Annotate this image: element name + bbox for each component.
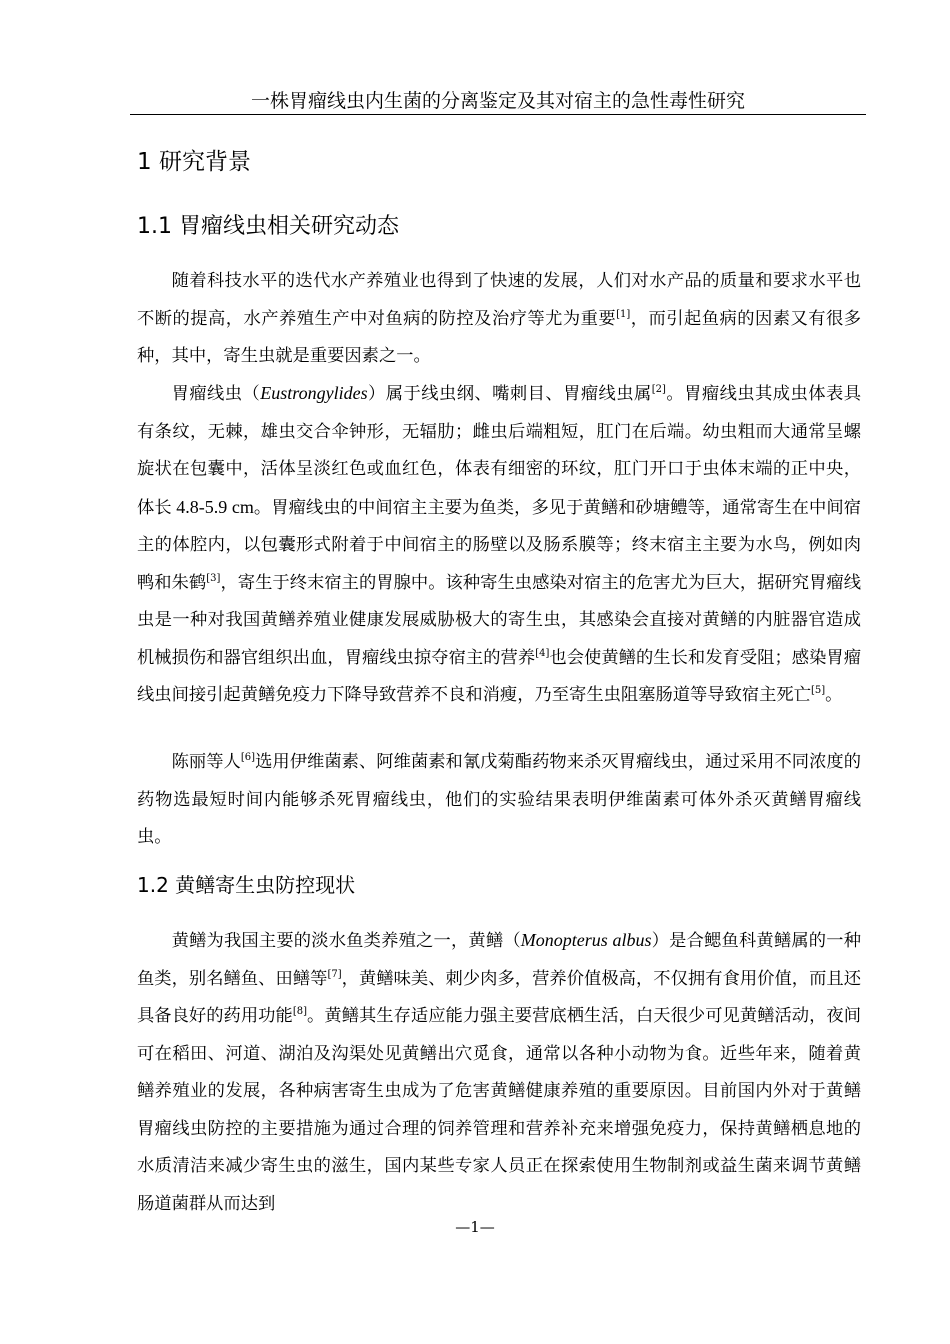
paragraph-text: 选用伊维菌素、阿维菌素和氰戊菊酯药物来杀灭胃瘤线虫，通过采用不同浓度的药物选最短时间内能够杀死胃瘤线虫，他们的实验结果表明伊维菌素可体外杀灭黄鳝胃瘤线虫。: [137, 752, 861, 847]
latin-name: Eustrongylides: [260, 383, 368, 403]
paragraph-4: [137, 922, 861, 1223]
section-heading-1-2: 1.2 黄鳝寄生虫防控现状: [137, 873, 356, 897]
paragraph-1: [137, 263, 861, 376]
page-number: —1—: [455, 1218, 495, 1236]
paragraph-text: ，黄鳝味美、刺少肉多，营养价值极高，不仅拥有食用价值，而且还具备良好的药用功能: [137, 968, 861, 1026]
latin-name: Monopterus albus: [520, 930, 652, 950]
citation-ref: [6]: [240, 752, 256, 763]
citation-ref: [4]: [535, 647, 550, 659]
paragraph-text: 胃瘤线虫（: [171, 384, 261, 404]
paragraph-text: ，寄生于终末宿主的胃腺中。该种寄生虫感染对宿主的危害尤为巨大，据研究胃瘤线虫是一种对我国黄鳝养殖业健康发展威胁极大的寄生虫，其感染会直接对黄鳝的内脏器官造成机械损伤和器官组织出血，胃瘤线虫掠夺宿主的营养: [137, 572, 861, 668]
paragraph-text: 。黄鳝其生存适应能力强主要营底栖生活，白天很少可见黄鳝活动，夜间可在稻田、河道、湖泊及沟渠处见黄鳝出穴觅食，通常以各种小动物为食。近些年来，随着黄鳝养殖业的发展，各种病害寄生虫成为了危害黄鳝健康养殖的重要原因。目前国内外对于黄鳝胃瘤线虫防控的主要措施为通过合理的饲养管理和营养补充来增强免疫力，保持黄鳝栖息地的水质清洁来减少寄生虫的滋生，国内某些专家人员正在探索使用生物制剂或益生菌来调节黄鳝肠道菌群从而达到: [137, 1006, 861, 1214]
header-rule: [130, 114, 866, 115]
paragraph-text: ）属于线虫纲、嘴刺目、胃瘤线虫属: [367, 384, 652, 404]
paragraph-text: 也会使黄鳝的生长和发育受阻；感染胃瘤线虫间接引起黄鳝免疫力下降导致营养不良和消瘦，乃至寄生虫阻塞肠道等导致宿主死亡: [137, 647, 861, 705]
citation-ref: [2]: [651, 384, 666, 395]
paragraph-text: 。: [825, 685, 843, 705]
paragraph-text: 黄鳝为我国主要的淡水鱼类养殖之一，黄鳝（: [171, 931, 521, 951]
paragraph-2: [137, 375, 861, 715]
section-heading-1: 1 研究背景: [137, 149, 251, 175]
paragraph-3: [137, 744, 861, 857]
paragraph-text: ，而引起鱼病的因素又有很多种，其中，寄生虫就是重要因素之一。: [137, 308, 861, 366]
paragraph-text: ）是合鳃鱼科黄鳝属的一种鱼类，别名鳝鱼、田鳝等: [137, 931, 861, 989]
citation-ref: [8]: [292, 1006, 307, 1017]
citation-ref: [3]: [206, 572, 221, 584]
measurement: 4.8-5.9 cm: [171, 496, 254, 517]
section-heading-1-1: 1.1 胃瘤线虫相关研究动态: [137, 214, 399, 239]
running-header: 一株胃瘤线虫内生菌的分离鉴定及其对宿主的急性毒性研究: [250, 90, 745, 112]
paragraph-text: 。胃瘤线虫其成虫体表具有条纹，无棘，雄虫交合伞钟形，无辐肋；雌虫后端粗短，肛门在后端。幼虫粗而大通常呈螺旋状在包囊中，活体呈淡红色或血红色，体表有细密的环纹，肛门开口于虫体末端的正中央，体长: [137, 384, 861, 518]
citation-ref: [5]: [810, 685, 826, 696]
paragraph-text: 陈丽等人: [171, 752, 241, 772]
citation-ref: [7]: [327, 968, 342, 980]
paragraph-text: 。胃瘤线虫的中间宿主主要为鱼类，多见于黄鳝和砂塘鳢等，通常寄生在中间宿主的体腔内，以包囊形式附着于中间宿主的肠壁以及肠系膜等；终末宿主主要为水鸟，例如肉鸭和朱鹤: [137, 497, 861, 593]
citation-ref: [1]: [616, 308, 631, 320]
paragraph-text: 随着科技水平的迭代水产养殖业也得到了快速的发展，人们对水产品的质量和要求水平也不断的提高，水产养殖生产中对鱼病的防控及治疗等尤为重要: [137, 271, 861, 329]
